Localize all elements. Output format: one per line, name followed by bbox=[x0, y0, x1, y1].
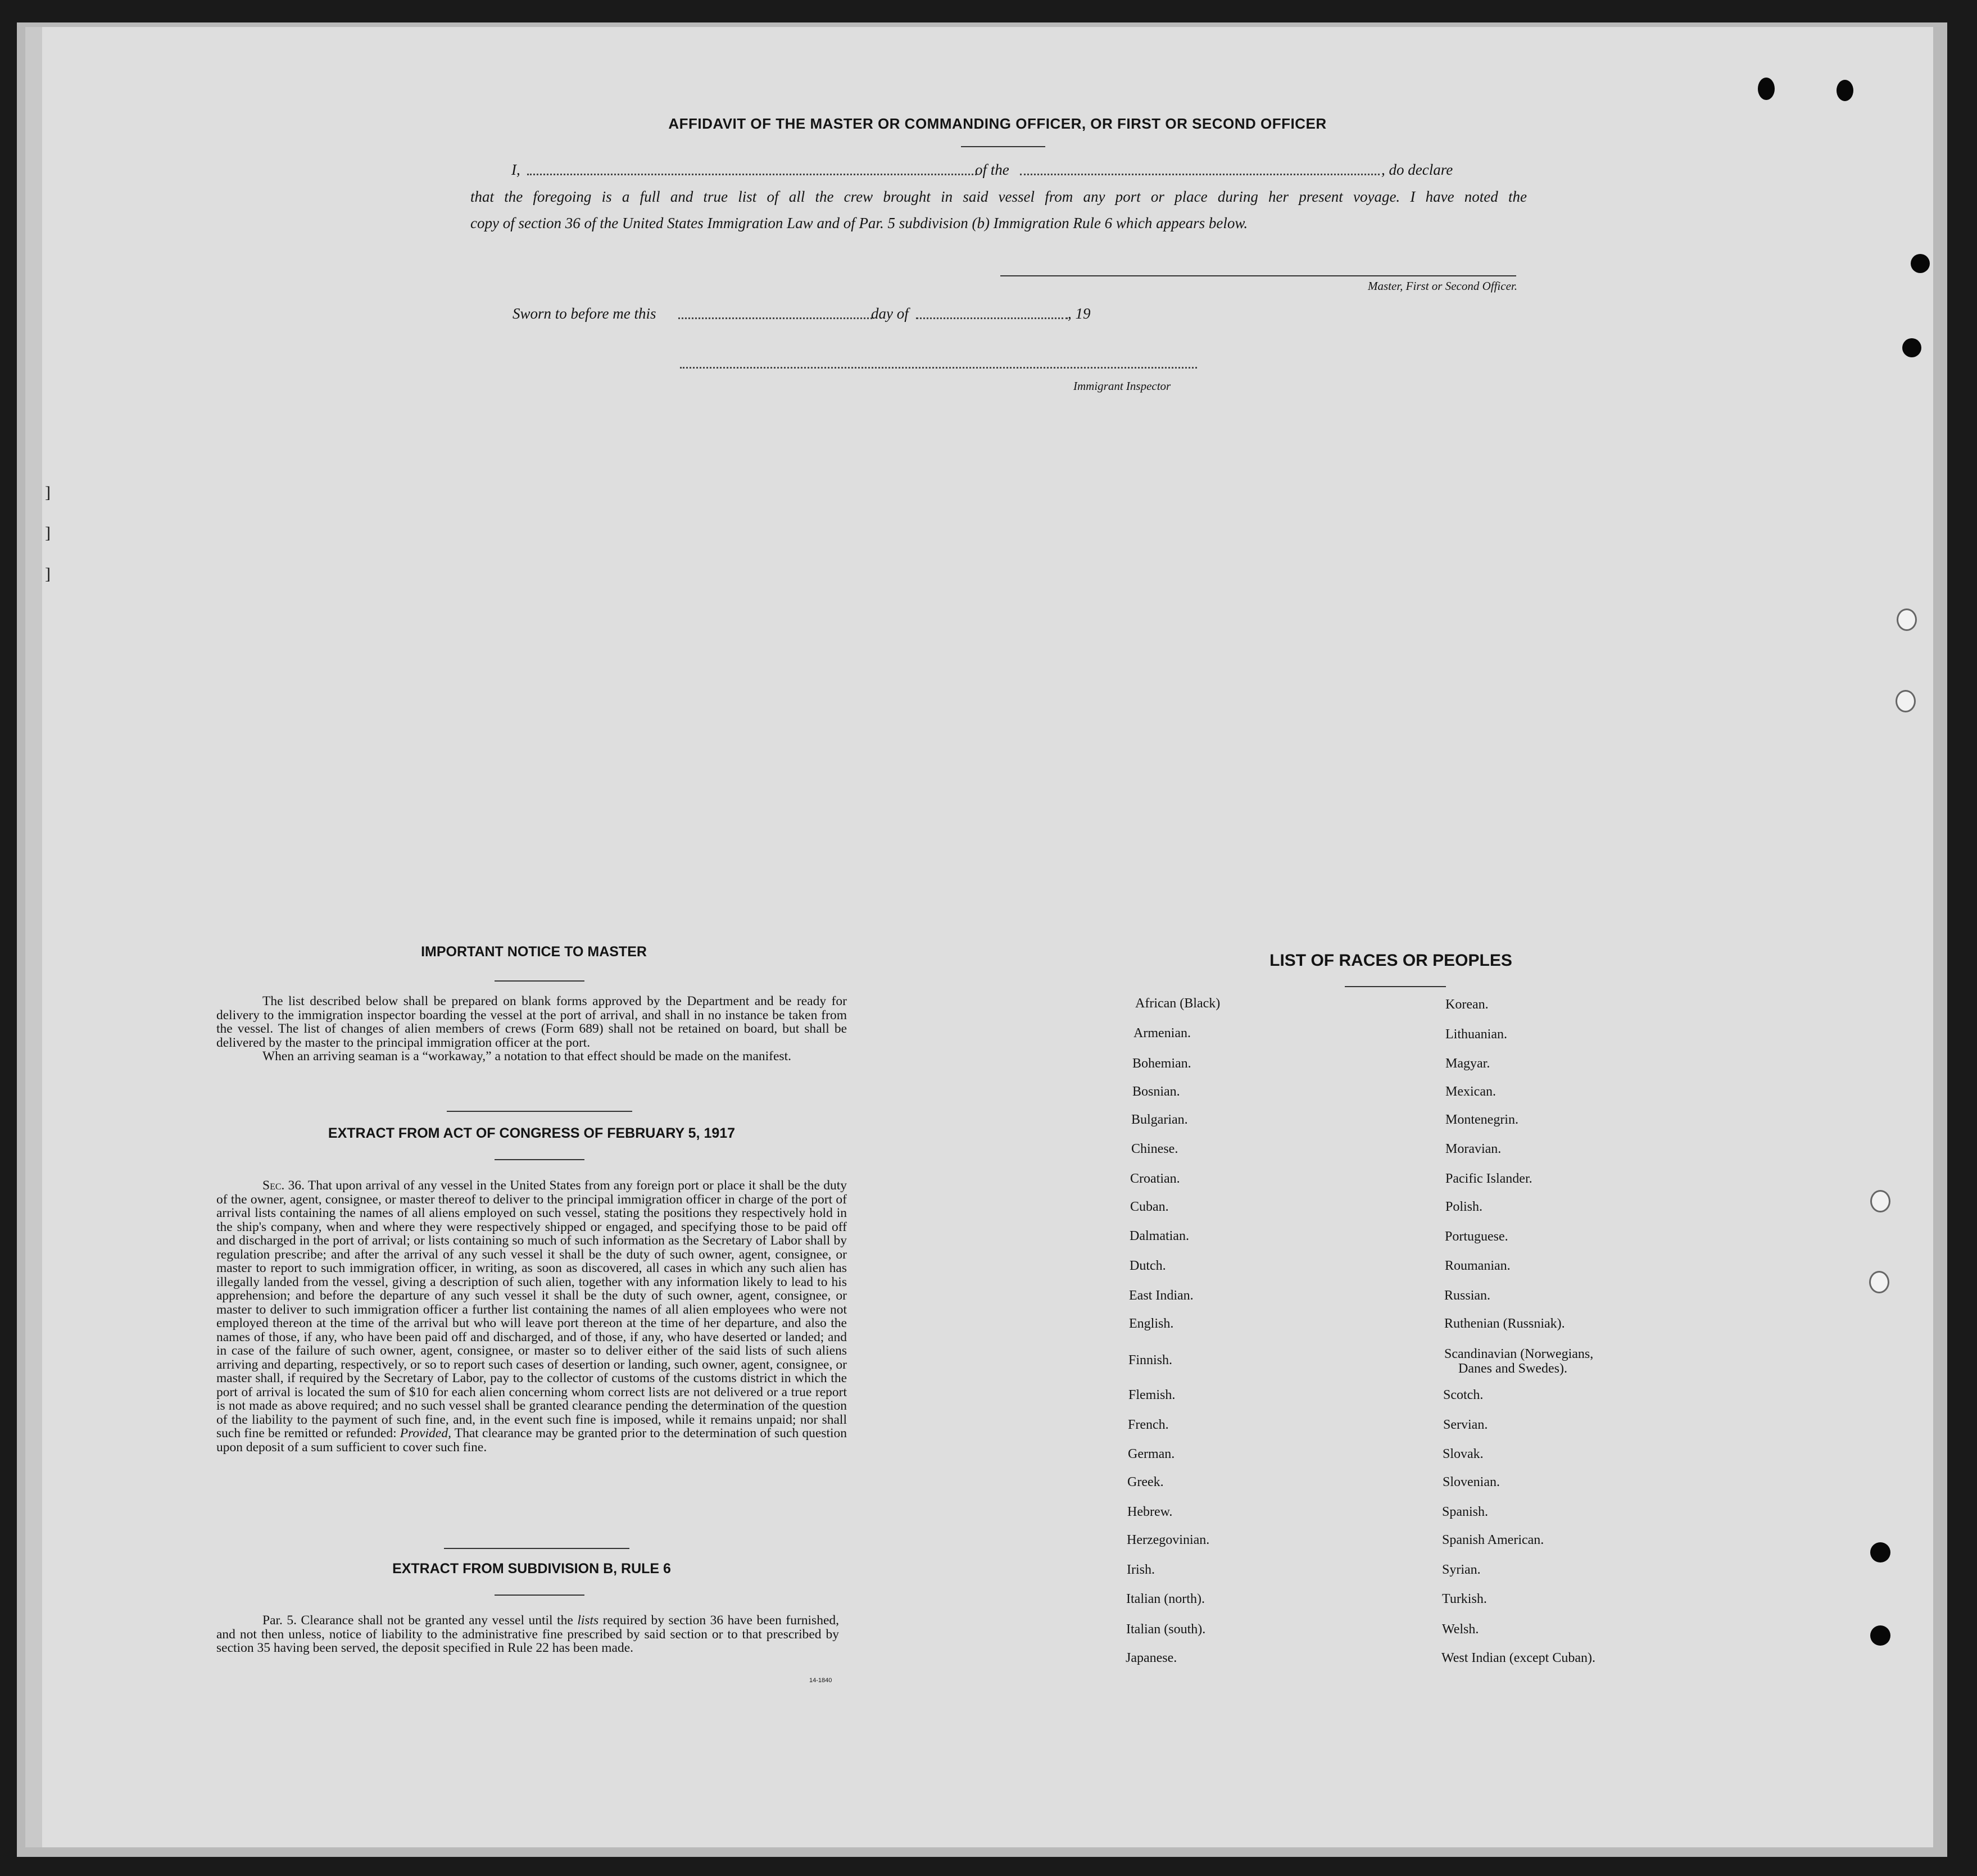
sworn-day-field[interactable] bbox=[678, 317, 872, 319]
race-item: West Indian (except Cuban). bbox=[1441, 1651, 1595, 1665]
race-item: Scotch. bbox=[1443, 1388, 1484, 1402]
divider bbox=[495, 1595, 584, 1596]
binder-hole bbox=[1870, 1542, 1890, 1562]
divider bbox=[495, 1159, 584, 1160]
race-item: Croatian. bbox=[1130, 1171, 1180, 1186]
race-item: Turkish. bbox=[1442, 1592, 1487, 1606]
race-item: Cuban. bbox=[1130, 1200, 1169, 1214]
margin-mark: ] bbox=[45, 524, 51, 542]
margin-mark: ] bbox=[45, 565, 51, 583]
label-do-declare: , do declare bbox=[1381, 161, 1453, 178]
sworn-line bbox=[513, 305, 1187, 328]
affidavit-text-line: that the foregoing is a full and true list of all the crew brought in said vessel from any port or place during her present voyage. I have noted the bbox=[470, 188, 1527, 205]
race-item: Mexican. bbox=[1445, 1084, 1496, 1099]
sworn-month-field[interactable] bbox=[916, 317, 1068, 319]
race-item: Pacific Islander. bbox=[1445, 1171, 1532, 1186]
race-item: Spanish American. bbox=[1442, 1533, 1544, 1547]
form-number: 14-1840 bbox=[809, 1677, 832, 1684]
page-left-edge bbox=[25, 27, 42, 1847]
notice-paragraph: When an arriving seaman is a “workaway,” a notation to that effect should be made on the manifest. bbox=[262, 1049, 791, 1064]
binder-hole bbox=[1870, 1190, 1890, 1212]
rule-text-tail: required by section 36 have been furnished, and not then unless, notice of liability to the administrative fine prescribed by said section or to that prescribed by section 35 having been served, the deposit specified in Rule 22 has been made. bbox=[216, 1613, 839, 1655]
race-item: Russian. bbox=[1444, 1288, 1491, 1303]
race-item: Finnish. bbox=[1128, 1353, 1173, 1368]
race-item: Dutch. bbox=[1130, 1259, 1166, 1273]
divider bbox=[495, 980, 584, 982]
race-item: Roumanian. bbox=[1445, 1259, 1511, 1273]
act-extract-title: EXTRACT FROM ACT OF CONGRESS OF FEBRUARY 5, 1917 bbox=[328, 1125, 736, 1141]
binder-hole bbox=[1896, 690, 1916, 712]
race-item: English. bbox=[1129, 1316, 1174, 1331]
race-item: Ruthenian (Russniak). bbox=[1444, 1316, 1565, 1331]
race-item: Spanish. bbox=[1442, 1505, 1489, 1519]
act-extract-body bbox=[216, 1179, 847, 1454]
divider bbox=[444, 1548, 629, 1549]
notice-body bbox=[216, 994, 847, 1064]
race-item: Greek. bbox=[1127, 1475, 1164, 1489]
binder-hole bbox=[1837, 80, 1853, 101]
race-item: Scandinavian (Norwegians, bbox=[1444, 1347, 1594, 1361]
affidavit-declaration-line bbox=[511, 161, 1523, 184]
label-of-the: of the bbox=[975, 161, 1009, 178]
race-item: Irish. bbox=[1127, 1562, 1155, 1577]
race-item: Italian (south). bbox=[1126, 1622, 1206, 1637]
inspector-signature-line[interactable] bbox=[680, 367, 1197, 369]
rule-extract-body bbox=[216, 1614, 839, 1655]
affidavit-text-line: copy of section 36 of the United States Immigration Law and of Par. 5 subdivision (b) Immigration Rule 6 which appears below. bbox=[470, 215, 1248, 231]
lists-word: lists bbox=[577, 1613, 599, 1628]
rule-extract-title: EXTRACT FROM SUBDIVISION B, RULE 6 bbox=[392, 1561, 671, 1577]
race-item: Italian (north). bbox=[1126, 1592, 1205, 1606]
binder-hole bbox=[1869, 1271, 1889, 1293]
race-item: Welsh. bbox=[1442, 1622, 1479, 1637]
race-item: Japanese. bbox=[1126, 1651, 1177, 1665]
notice-paragraph: The list described below shall be prepared on blank forms approved by the Department and be ready for delivery to the immigration inspector boarding the vessel at the port of arrival, and shall in no instance be taken from the vessel. The list of changes of alien members of crews (Form 689) shall not be retained on board, but shall be delivered by the master to the principal immigration officer at the port. bbox=[216, 994, 847, 1050]
act-text-tail: That clearance may be granted prior to the determination of such question upon deposit of a sum sufficient to cover such fine. bbox=[216, 1426, 847, 1455]
race-item: Flemish. bbox=[1128, 1388, 1176, 1402]
section-label: Sec. 36. bbox=[262, 1178, 305, 1193]
name-field[interactable] bbox=[527, 174, 977, 175]
label-i: I, bbox=[511, 161, 520, 178]
race-item: Bulgarian. bbox=[1131, 1112, 1188, 1127]
master-caption: Master, First or Second Officer. bbox=[1368, 279, 1517, 293]
margin-mark: ] bbox=[45, 483, 51, 502]
race-item: Polish. bbox=[1445, 1200, 1483, 1214]
race-item: French. bbox=[1128, 1418, 1169, 1432]
label-day-of: day of bbox=[871, 305, 909, 322]
race-item: Moravian. bbox=[1445, 1142, 1502, 1156]
race-item: Lithuanian. bbox=[1445, 1027, 1507, 1042]
race-item: Slovak. bbox=[1443, 1447, 1484, 1461]
divider bbox=[447, 1111, 632, 1112]
race-item: Portuguese. bbox=[1445, 1229, 1508, 1244]
inspector-caption: Immigrant Inspector bbox=[1073, 379, 1171, 393]
race-item: East Indian. bbox=[1129, 1288, 1194, 1303]
divider bbox=[961, 146, 1045, 147]
rule-text: Par. 5. Clearance shall not be granted any vessel until the bbox=[262, 1613, 573, 1628]
binder-hole bbox=[1870, 1625, 1890, 1646]
binder-hole bbox=[1758, 78, 1775, 100]
signature-line[interactable] bbox=[1000, 275, 1516, 276]
race-item: Servian. bbox=[1443, 1418, 1488, 1432]
act-text: That upon arrival of any vessel in the United States from any foreign port or place it shall be the duty of the owner, agent, consignee, or master thereof to deliver to the principal immigration officer in charge of the port of arrival lists containing the names of all aliens employed on such vessel, stating the positions they respectively hold in the ship's company, when and where they were respectively shipped or engaged, and specifying those to be paid off and discharged in the port of arrival; or lists containing so much of such information as the Secretary of Labor shall by regulation prescribe; and after the arrival of any such vessel it shall be the duty of such owner, agent, consignee, or master to report to such immigration officer, in writing, as soon as discovered, all cases in which any such alien has illegally landed from the vessel, giving a description of such alien, together with any information likely to lead to his apprehension; and before the departure of any such vessel it shall be the duty of such owner, agent, consignee, or master to deliver to such immigration officer a further list containing the names of all alien employees who were not employed thereon at the time of the arrival but who will leave port thereon at the time of her departure, and also the names of those, if any, who have been paid off and discharged, and of those, if any, who have deserted or landed; and in case of the failure of such owner, agent, consignee, or master so to deliver either of the said lists of such aliens arriving and departing, respectively, or so to report such cases of desertion or landing, such owner, agent, consignee, or master shall, if required by the Secretary of Labor, pay to the collector of customs of the customs district in which the port of arrival is located the sum of $10 for each alien concerning whom correct lists are not delivered or a true report is not made as above required; and no such vessel shall be granted clearance pending the determination of the question of the liability to the payment of such fine, and, in the event such fine is imposed, while it remains unpaid; nor shall such fine be remitted or refunded: bbox=[216, 1178, 847, 1441]
race-item: German. bbox=[1128, 1447, 1175, 1461]
notice-title: IMPORTANT NOTICE TO MASTER bbox=[421, 944, 647, 960]
race-item: Bosnian. bbox=[1132, 1084, 1180, 1099]
race-item: Hebrew. bbox=[1127, 1505, 1173, 1519]
label-year: , 19 bbox=[1068, 305, 1091, 322]
provided-word: Provided, bbox=[400, 1426, 451, 1441]
vessel-field[interactable] bbox=[1020, 174, 1380, 175]
race-item: Slovenian. bbox=[1443, 1475, 1500, 1489]
race-item: Korean. bbox=[1445, 997, 1489, 1012]
races-title: LIST OF RACES OR PEOPLES bbox=[1269, 951, 1512, 970]
label-sworn: Sworn to before me this bbox=[513, 305, 656, 322]
race-item: Syrian. bbox=[1442, 1562, 1481, 1577]
race-item: Magyar. bbox=[1445, 1056, 1490, 1071]
race-item: Dalmatian. bbox=[1130, 1229, 1189, 1243]
race-item: Bohemian. bbox=[1132, 1056, 1191, 1071]
race-item: Danes and Swedes). bbox=[1458, 1361, 1567, 1376]
race-item: Chinese. bbox=[1131, 1142, 1178, 1156]
race-item: Herzegovinian. bbox=[1127, 1533, 1210, 1547]
binder-hole bbox=[1902, 338, 1921, 357]
binder-hole bbox=[1897, 608, 1917, 631]
divider bbox=[1345, 986, 1446, 987]
affidavit-title: AFFIDAVIT OF THE MASTER OR COMMANDING OFFICER, OR FIRST OR SECOND OFFICER bbox=[668, 115, 1327, 132]
binder-hole bbox=[1911, 254, 1930, 273]
race-item: Armenian. bbox=[1133, 1026, 1191, 1041]
race-item: Montenegrin. bbox=[1445, 1112, 1518, 1127]
race-item: African (Black) bbox=[1135, 996, 1221, 1011]
